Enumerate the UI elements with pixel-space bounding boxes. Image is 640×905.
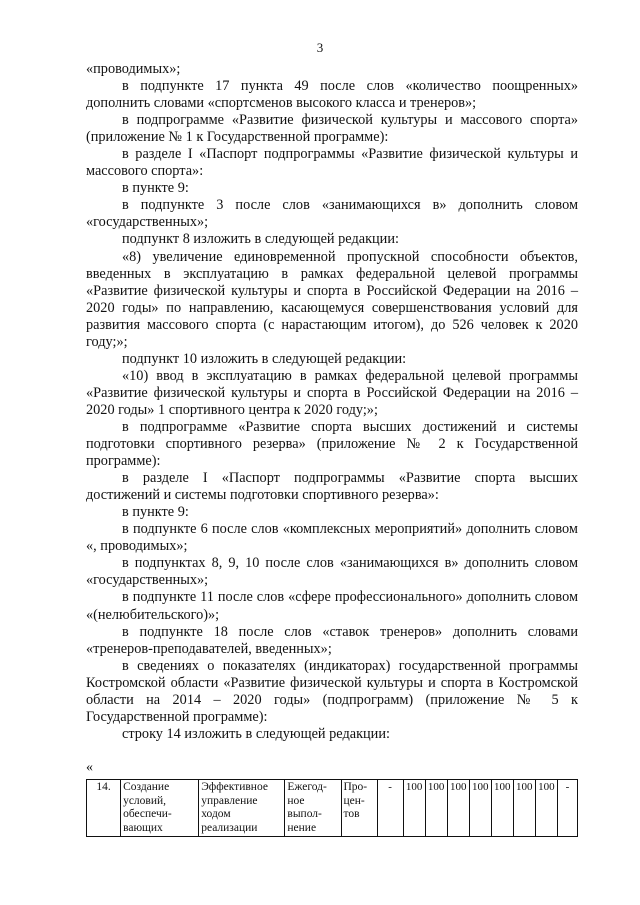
row-value: 100 (535, 780, 557, 837)
row-value: 100 (491, 780, 513, 837)
paragraph: «8) увеличение единовременной пропускной способности объектов, введенных в эксплуатацию в рамках федеральной целевой программы «Развитие физической культуры и спорта в Российской Федерации на 2016 – 2020 годы» по направлению, касающемуся совершенствования условий для развития массового спорта (с нарастающим итогом), до 526 человек к 2020 году;»; (86, 248, 578, 350)
paragraph: «проводимых»; (86, 61, 181, 77)
indicator-table (86, 779, 578, 837)
paragraph: в сведениях о показателях (индикаторах) государственной программы Костромской области «Развитие физической культуры и спорта в Костромской области на 2014 – 2020 годы» (подпрограмм) (приложение № 5 к Государственной программе): (86, 657, 578, 725)
row-value: 100 (513, 780, 535, 837)
row-value: 100 (425, 780, 447, 837)
row-indicator: Эффективное управление ходом реализации (199, 780, 285, 837)
paragraph: в разделе I «Паспорт подпрограммы «Развитие спорта высших достижений и системы подготовки спортивного резерва»: (86, 470, 578, 504)
row-unit: Про- цен- тов (341, 780, 377, 837)
paragraph: в подпункте 18 после слов «ставок тренеров» дополнить словами «тренеров-преподавателей, введенных»; (86, 623, 578, 657)
paragraph: в пункте 9: (122, 180, 189, 197)
quote-mark: « (86, 760, 93, 775)
row-base-value: - (377, 780, 403, 837)
row-periodicity: Ежегод- ное выпол- нение (285, 780, 341, 837)
paragraph: в разделе I «Паспорт подпрограммы «Развитие физической культуры и массового спорта»: (86, 146, 578, 180)
paragraph: в подпунктах 8, 9, 10 после слов «занимающихся в» дополнить словом «государственных»; (86, 555, 578, 589)
paragraph: в подпункте 11 после слов «сфере профессионального» дополнить словом «(нелюбительского)»; (86, 589, 578, 623)
document-body (86, 61, 578, 743)
table-row (87, 780, 578, 837)
paragraph: подпункт 8 изложить в следующей редакции: (122, 231, 399, 248)
row-value: 100 (403, 780, 425, 837)
paragraph: строку 14 изложить в следующей редакции: (122, 725, 390, 742)
row-last-value: - (557, 780, 577, 837)
paragraph: в подпункте 17 пункта 49 после слов «количество поощренных» дополнить словами «спортсменов высокого класса и тренеров»; (86, 78, 578, 112)
row-number: 14. (87, 780, 121, 837)
paragraph: в подпрограмме «Развитие физической культуры и массового спорта» (приложение № 1 к Государственной программе): (86, 112, 578, 146)
row-value: 100 (469, 780, 491, 837)
row-name: Создание условий, обеспечи- вающих (121, 780, 199, 837)
paragraph: подпункт 10 изложить в следующей редакции: (122, 350, 407, 367)
paragraph: «10) ввод в эксплуатацию в рамках федеральной целевой программы «Развитие физической культуры и спорта в Российской Федерации на 2016 – 2020 годы» 1 спортивного центра к 2020 году;»; (86, 367, 578, 418)
paragraph: в подпрограмме «Развитие спорта высших достижений и системы подготовки спортивного резерва» (приложение № 2 к Государственной программе): (86, 418, 578, 470)
row-value: 100 (447, 780, 469, 837)
paragraph: в подпункте 6 после слов «комплексных мероприятий» дополнить словом «, проводимых»; (86, 521, 578, 555)
page-number: 3 (316, 40, 324, 55)
paragraph: в подпункте 3 после слов «занимающихся в» дополнить словом «государственных»; (86, 197, 578, 231)
paragraph: в пункте 9: (122, 504, 189, 521)
